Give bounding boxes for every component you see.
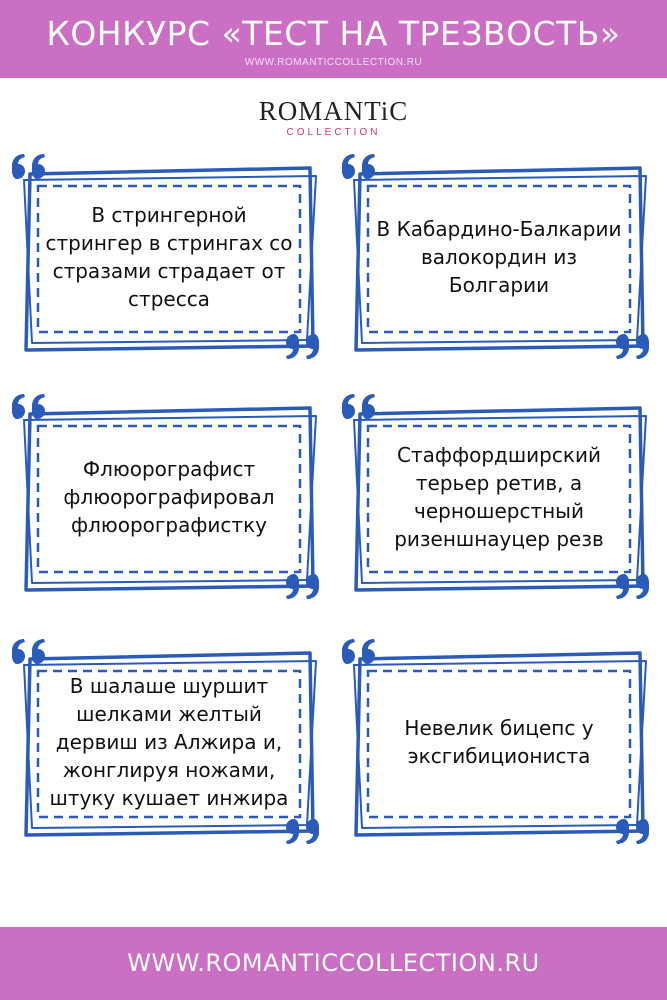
tongue-twister-text: В стрингерной стрингер в стрингах со стразами страдает от стресса xyxy=(45,203,293,311)
quote-card xyxy=(4,150,334,365)
logo-wordmark: ROMANTiC xyxy=(258,96,409,126)
quote-card xyxy=(4,635,334,850)
quote-card xyxy=(334,150,664,365)
tongue-twister-text: Невелик бицепс у эксгибициониста xyxy=(404,716,594,768)
tongue-twister-text: В Кабардино-Балкарии валокордин из Болгарии xyxy=(376,217,622,297)
quote-card xyxy=(4,390,334,605)
page-title: КОНКУРС «ТЕСТ НА ТРЕЗВОСТЬ» xyxy=(46,14,621,53)
quote-card xyxy=(334,390,664,605)
quote-card xyxy=(334,635,664,850)
tongue-twister-text: Флюорографист флюорографировал флюорографистку xyxy=(63,457,275,537)
footer-banner xyxy=(0,927,667,1000)
header-banner xyxy=(0,0,667,78)
footer-website-link[interactable]: WWW.ROMANTICCOLLECTION.RU xyxy=(127,949,540,977)
brand-logo xyxy=(0,96,667,138)
header-website-link[interactable]: WWW.ROMANTICCOLLECTION.RU xyxy=(244,57,423,68)
tongue-twister-text: В шалаше шуршит шелками желтый дервиш из Алжира и, жонглируя ножами, штуку кушает инжира xyxy=(49,674,289,810)
tongue-twister-text: Стаффордширский терьер ретив, а черношерстный ризеншнауцер резв xyxy=(394,443,604,551)
logo-subtitle: COLLECTION xyxy=(286,127,381,138)
